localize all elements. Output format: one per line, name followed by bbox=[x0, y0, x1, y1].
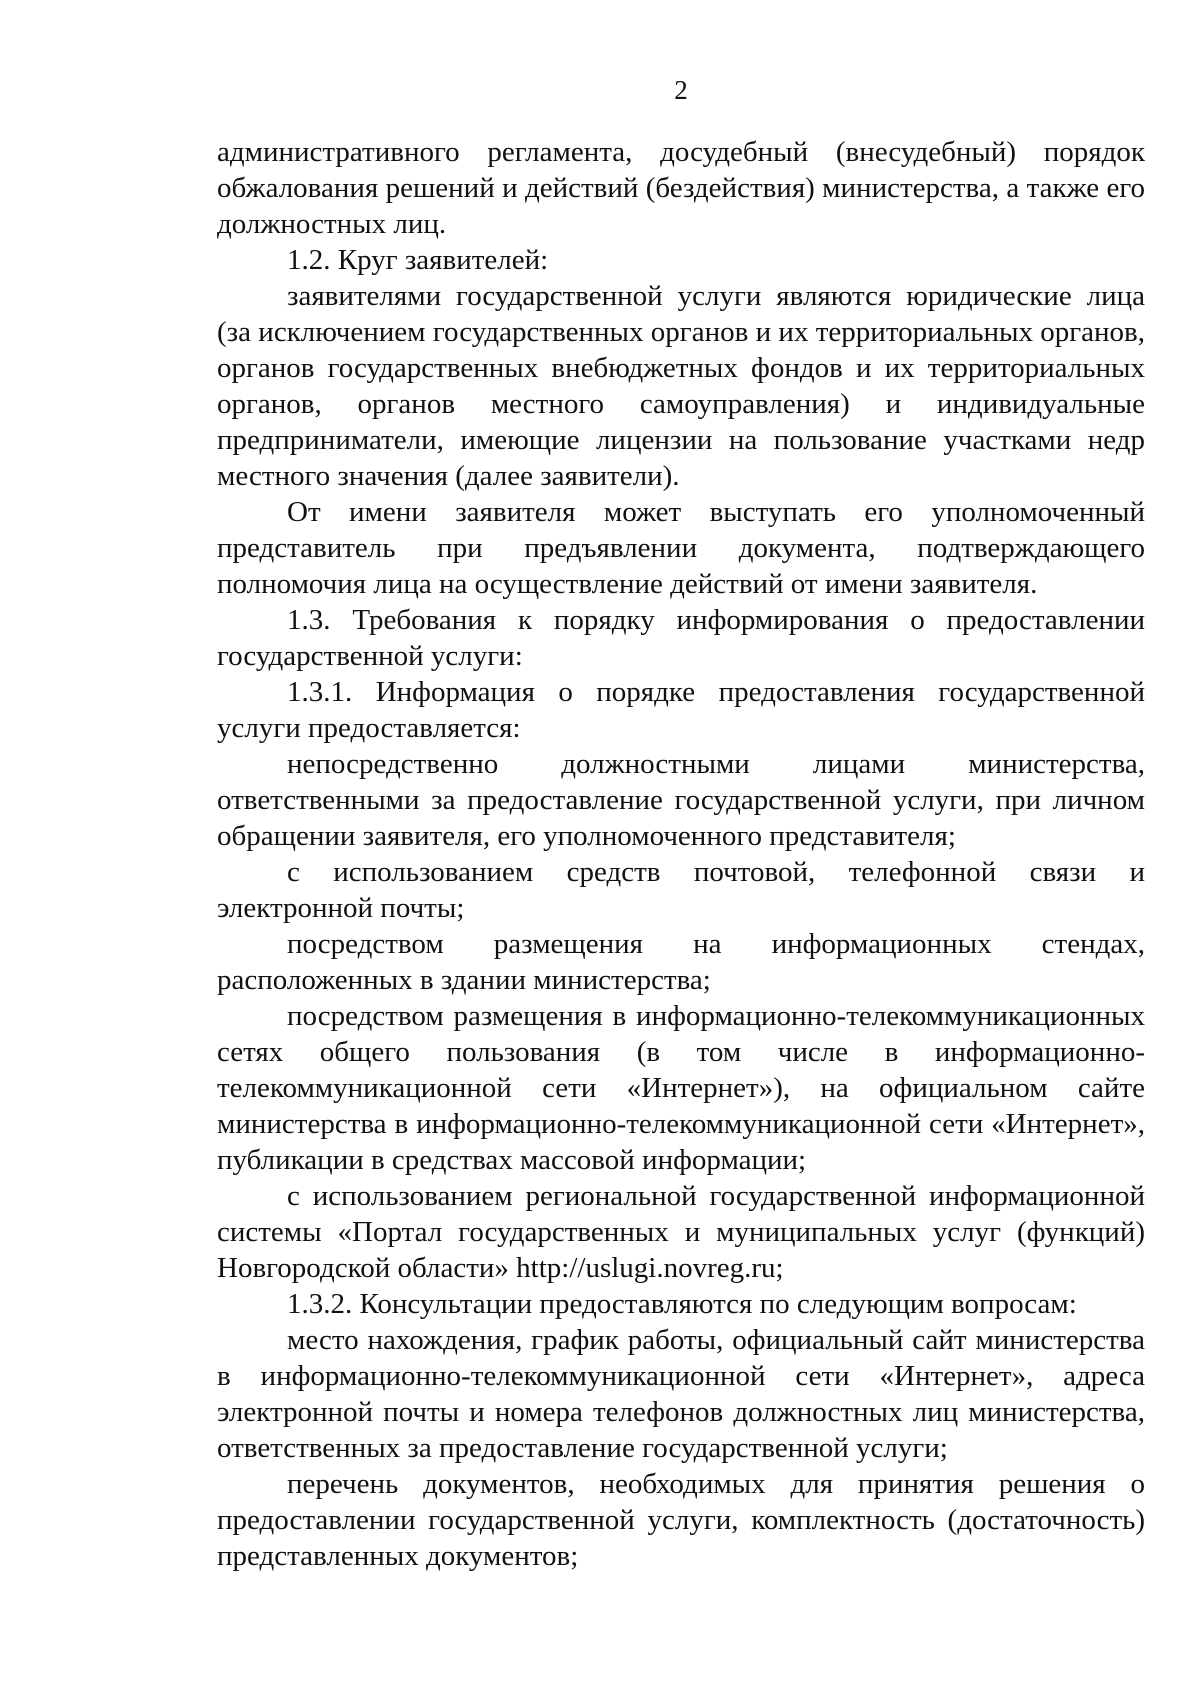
paragraph: заявителями государственной услуги являются юридические лица (за исключением государственных органов и их территориальных органов, органов государственных внебюджетных фондов и их территориальных органов, органов местного самоуправления) и индивидуальные предприниматели, имеющие лицензии на пользование участками недр местного значения (далее заявители). bbox=[217, 280, 1145, 492]
page-number: 2 bbox=[674, 75, 688, 105]
paragraph: с использованием средств почтовой, телефонной связи и электронной почты; bbox=[217, 856, 1145, 924]
paragraph: с использованием региональной государственной информационной системы «Портал государственных и муниципальных услуг (функций) Новгородской области» http://uslugi.novreg.ru; bbox=[217, 1180, 1145, 1284]
paragraph: место нахождения, график работы, официальный сайт министерства в информационно-телекоммуникационной сети «Интернет», адреса электронной почты и номера телефонов должностных лиц министерства, ответственных за предоставление государственной услуги; bbox=[217, 1324, 1145, 1464]
paragraph: 1.3.1. Информация о порядке предоставления государственной услуги предоставляется: bbox=[217, 676, 1145, 744]
paragraph: 1.3. Требования к порядку информирования о предоставлении государственной услуги: bbox=[217, 604, 1145, 672]
paragraph: перечень документов, необходимых для принятия решения о предоставлении государственной услуги, комплектность (достаточность) представленных документов; bbox=[217, 1468, 1145, 1572]
paragraph: непосредственно должностными лицами министерства, ответственными за предоставление государственной услуги, при личном обращении заявителя, его уполномоченного представителя; bbox=[217, 748, 1145, 852]
document-body bbox=[217, 134, 1145, 1574]
paragraph: 1.2. Круг заявителей: bbox=[287, 244, 549, 276]
paragraph: посредством размещения на информационных стендах, расположенных в здании министерства; bbox=[217, 928, 1145, 996]
paragraph: 1.3.2. Консультации предоставляются по следующим вопросам: bbox=[287, 1288, 1077, 1320]
paragraph: посредством размещения в информационно-телекоммуникационных сетях общего пользования (в том числе в информационно-телекоммуникационной сети «Интернет»), на официальном сайте министерства в информационно-телекоммуникационной сети «Интернет», публикации в средствах массовой информации; bbox=[217, 1000, 1145, 1176]
paragraph: административного регламента, досудебный (внесудебный) порядок обжалования решений и действий (бездействия) министерства, а также его должностных лиц. bbox=[217, 136, 1145, 240]
paragraph: От имени заявителя может выступать его уполномоченный представитель при предъявлении документа, подтверждающего полномочия лица на осуществление действий от имени заявителя. bbox=[217, 496, 1145, 600]
